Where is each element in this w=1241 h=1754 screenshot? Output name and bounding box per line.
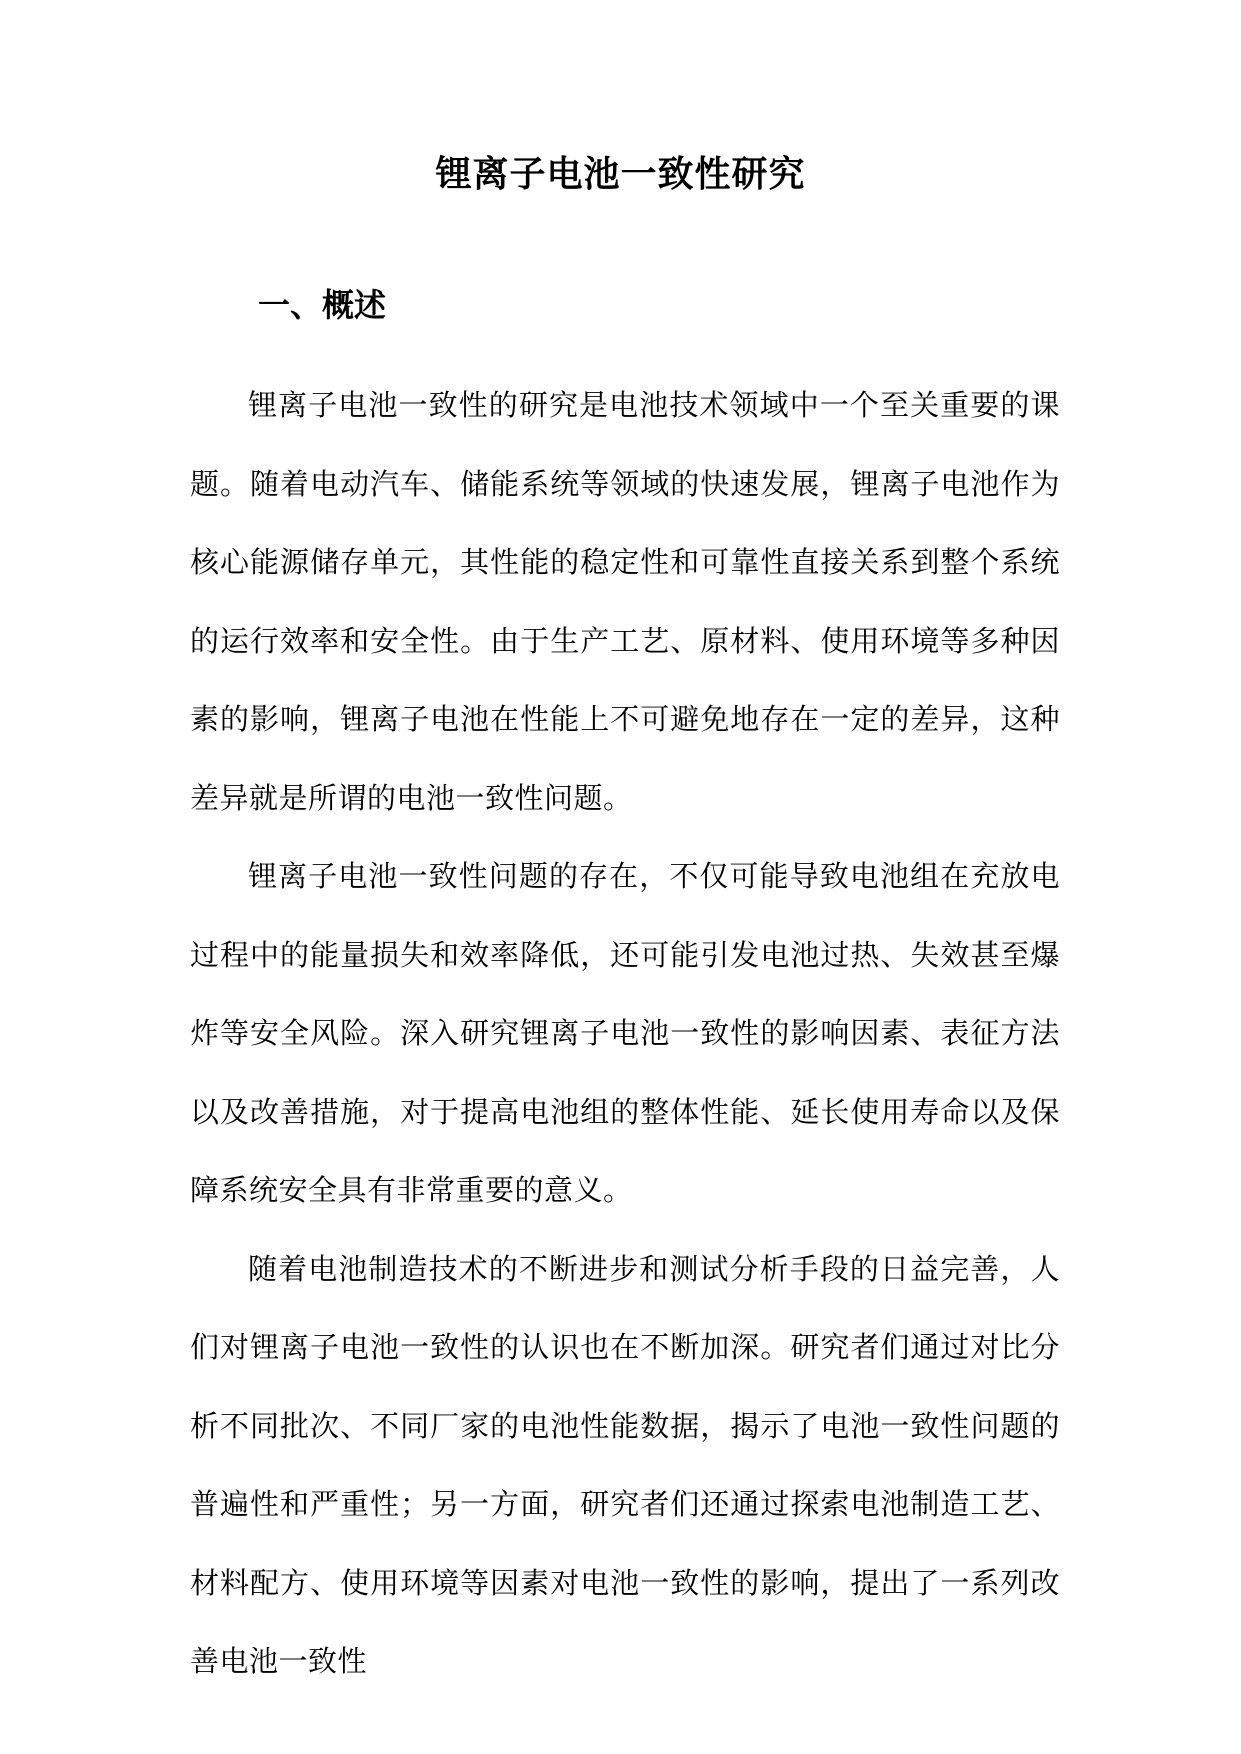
body-text bbox=[190, 366, 1060, 1701]
section-heading-overview: 一、概述 bbox=[258, 286, 387, 324]
paragraph-1: 锂离子电池一致性的研究是电池技术领域中一个至关重要的课题。随着电动汽车、储能系统等领域的快速发展，锂离子电池作为核心能源储存单元，其性能的稳定性和可靠性直接关系到整个系统的运行效率和安全性。由于生产工艺、原材料、使用环境等多种因素的影响，锂离子电池在性能上不可避免地存在一定的差异，这种差异就是所谓的电池一致性问题。 bbox=[190, 388, 1060, 815]
document-title: 锂离子电池一致性研究 bbox=[435, 154, 806, 195]
paragraph-2: 锂离子电池一致性问题的存在，不仅可能导致电池组在充放电过程中的能量损失和效率降低，还可能引发电池过热、失效甚至爆炸等安全风险。深入研究锂离子电池一致性的影响因素、表征方法以及改善措施，对于提高电池组的整体性能、延长使用寿命以及保障系统安全具有非常重要的意义。 bbox=[190, 859, 1060, 1207]
paragraph-3: 随着电池制造技术的不断进步和测试分析手段的日益完善，人们对锂离子电池一致性的认识也在不断加深。研究者们通过对比分析不同批次、不同厂家的电池性能数据，揭示了电池一致性问题的普遍性和严重性；另一方面，研究者们还通过探索电池制造工艺、材料配方、使用环境等因素对电池一致性的影响，提出了一系列改善电池一致性 bbox=[190, 1251, 1060, 1678]
